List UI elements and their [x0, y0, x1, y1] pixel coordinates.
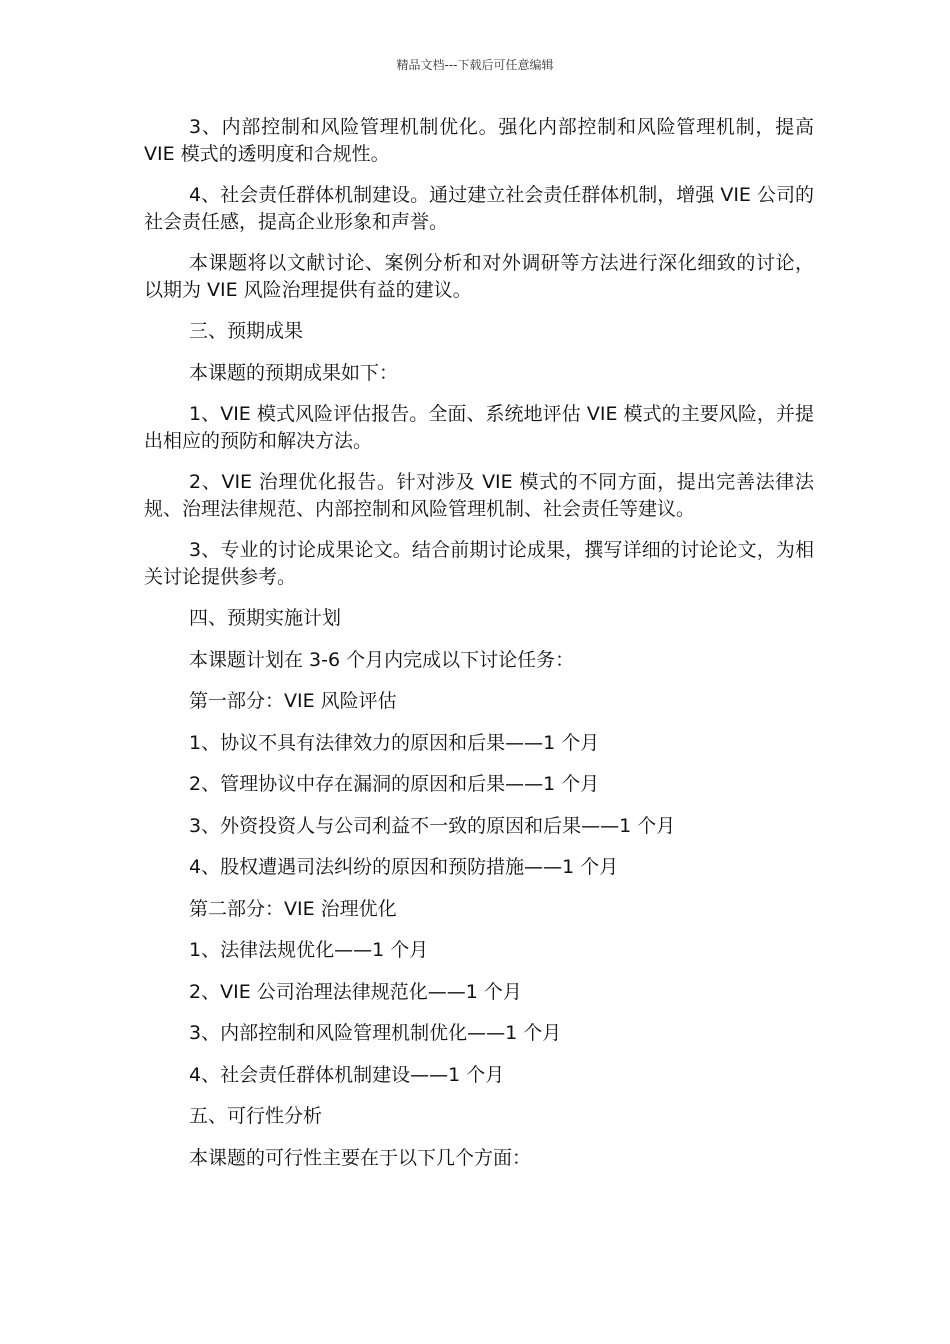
section-heading-feasibility: 五、可行性分析 [189, 1105, 323, 1127]
plan-part1-item-1: 1、协议不具有法律效力的原因和后果——1 个月 [189, 731, 600, 754]
plan-part2-item-3: 3、内部控制和风险管理机制优化——1 个月 [189, 1022, 562, 1044]
plan-part1-item-4: 4、股权遭遇司法纠纷的原因和预防措施——1 个月 [189, 856, 619, 878]
plan-part1-item-3: 3、外资投资人与公司利益不一致的原因和后果——1 个月 [189, 814, 676, 837]
section-heading-plan: 四、预期实施计划 [189, 607, 342, 629]
section-intro-expected-results: 本课题的预期成果如下： [189, 361, 399, 384]
page-header: 精品文档---下载后可任意编辑 [396, 58, 554, 72]
result-item-1: 1、VIE 模式风险评估报告。全面、系统地评估 VIE 模式的主要风险，并提出相应的预防和解决方法。 [144, 403, 814, 452]
plan-part2-title: 第二部分：VIE 治理优化 [189, 897, 397, 920]
plan-part1-title: 第一部分：VIE 风险评估 [189, 690, 397, 712]
section-intro-feasibility: 本课题的可行性主要在于以下几个方面： [189, 1146, 532, 1169]
paragraph-methods: 本课题将以文献讨论、案例分析和对外调研等方法进行深化细致的讨论，以期为 VIE 风险治理提供有益的建议。 [144, 252, 814, 301]
paragraph-internal-control: 3、内部控制和风险管理机制优化。强化内部控制和风险管理机制，提高 VIE 模式的透明度和合规性。 [144, 116, 814, 165]
plan-part1-item-2: 2、管理协议中存在漏洞的原因和后果——1 个月 [189, 773, 600, 795]
plan-part2-item-1: 1、法律法规优化——1 个月 [189, 939, 429, 961]
plan-part2-item-2: 2、VIE 公司治理法律规范化——1 个月 [189, 980, 522, 1003]
section-heading-expected-results: 三、预期成果 [189, 320, 304, 342]
document-body [144, 114, 814, 1186]
plan-part2-item-4: 4、社会责任群体机制建设——1 个月 [189, 1063, 505, 1086]
paragraph-social-responsibility: 4、社会责任群体机制建设。通过建立社会责任群体机制，增强 VIE 公司的社会责任感，提高企业形象和声誉。 [144, 184, 814, 233]
section-intro-plan: 本课题计划在 3-6 个月内完成以下讨论任务： [189, 648, 575, 671]
result-item-3: 3、专业的讨论成果论文。结合前期讨论成果，撰写详细的讨论论文，为相关讨论提供参考。 [144, 539, 814, 588]
result-item-2: 2、VIE 治理优化报告。针对涉及 VIE 模式的不同方面，提出完善法律法规、治理法律规范、内部控制和风险管理机制、社会责任等建议。 [144, 471, 814, 520]
